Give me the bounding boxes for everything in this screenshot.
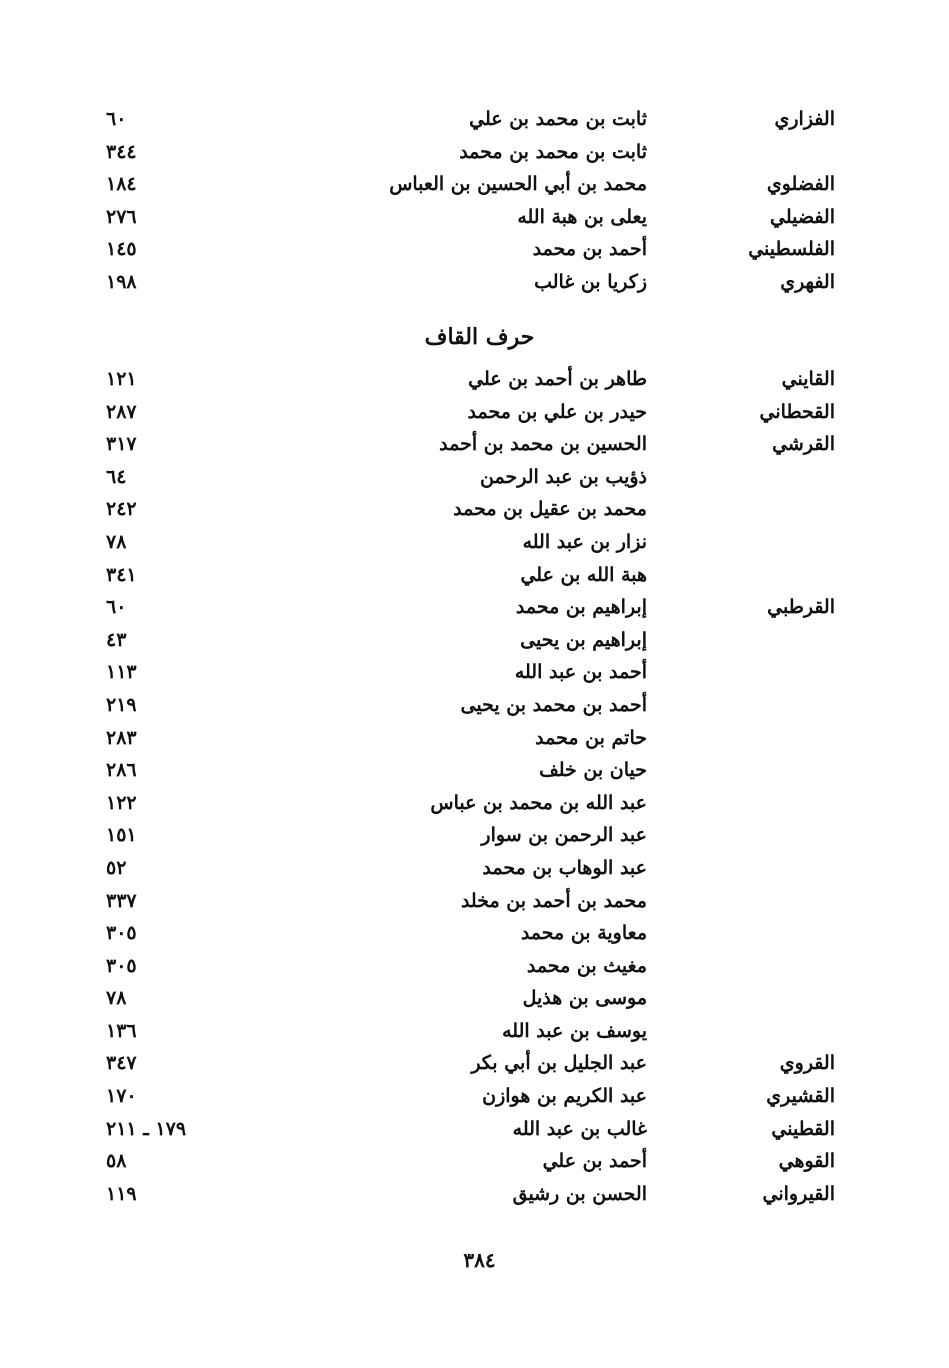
- index-section-fa: [0, 106, 949, 302]
- entry-page-number: ١٩٨: [106, 270, 137, 293]
- index-entry: [0, 139, 949, 172]
- entry-name: عبد الوهاب بن محمد: [482, 856, 647, 879]
- entry-page-number: ١٧٠: [106, 1085, 137, 1108]
- entry-name: عبد الله بن محمد بن عباس: [430, 791, 647, 814]
- index-entry: [0, 366, 949, 399]
- entry-page-number: ١٨٤: [106, 173, 137, 196]
- index-entry: [0, 204, 949, 237]
- entry-name: نزار بن عبد الله: [522, 530, 647, 553]
- entry-page-number: ١٢١: [106, 368, 137, 390]
- entry-name: غالب بن عبد الله: [512, 1117, 647, 1140]
- index-entry: [0, 920, 949, 953]
- entry-page-number: ٢٨٧: [106, 400, 137, 423]
- entry-name: ثابت بن محمد بن علي: [469, 108, 647, 130]
- entry-name: هبة الله بن علي: [520, 563, 647, 586]
- entry-nisba: الفهري: [780, 270, 835, 293]
- entry-name: ثابت بن محمد بن محمد: [459, 140, 647, 163]
- entry-name: إبراهيم بن يحيى: [520, 628, 647, 651]
- entry-name: حاتم بن محمد: [535, 726, 647, 749]
- entry-nisba: الفضيلي: [769, 205, 835, 228]
- entry-name: أحمد بن محمد بن يحيى: [460, 693, 647, 716]
- entry-name: يوسف بن عبد الله: [502, 1019, 647, 1042]
- entry-page-number: ١١٣: [106, 661, 137, 684]
- entry-nisba: القحطاني: [759, 400, 835, 423]
- index-entry: [0, 106, 949, 139]
- entry-page-number: ٣٣٧: [106, 889, 137, 912]
- entry-nisba: القرطبي: [767, 596, 835, 619]
- entry-page-number: ١٢٢: [106, 791, 137, 814]
- index-entry: [0, 1050, 949, 1083]
- entry-nisba: القرشي: [772, 433, 835, 456]
- index-entry: [0, 171, 949, 204]
- entry-page-number: ٥٢: [106, 856, 127, 879]
- index-entry: [0, 1018, 949, 1051]
- entry-name: أحمد بن عبد الله: [514, 661, 647, 684]
- entry-nisba: القروي: [779, 1052, 835, 1075]
- index-entry: [0, 855, 949, 888]
- entry-name: محمد بن أبي الحسين بن العباس: [389, 173, 647, 196]
- index-entry: [0, 1148, 949, 1181]
- index-entry: [0, 399, 949, 432]
- entry-name: الحسين بن محمد بن أحمد: [439, 433, 647, 456]
- entry-page-number: ٣٠٥: [106, 954, 137, 977]
- entry-page-number: ٦٠: [106, 108, 127, 130]
- entry-page-number: ٥٨: [106, 1150, 127, 1173]
- index-entry: [0, 725, 949, 758]
- entry-name: محمد بن عقيل بن محمد: [453, 498, 647, 521]
- entry-page-number: ١٤٥: [106, 238, 137, 261]
- entry-page-number: ١١٩: [106, 1182, 137, 1205]
- index-entry: [0, 822, 949, 855]
- entry-name: طاهر بن أحمد بن علي: [468, 368, 647, 390]
- entry-page-number: ٣٤٤: [106, 140, 137, 163]
- index-entry: [0, 757, 949, 790]
- entry-name: مغيث بن محمد: [526, 954, 647, 977]
- entry-page-number: ٢٨٣: [106, 726, 137, 749]
- entry-nisba: القطيني: [771, 1117, 835, 1140]
- entry-page-number: ٢٤٢: [106, 498, 137, 521]
- entry-page-number: ٢١٩: [106, 693, 137, 716]
- entry-page-number: ١٧٩ ـ ٢١١: [106, 1117, 187, 1140]
- section-heading: حرف القاف: [424, 324, 535, 350]
- entry-name: عبد الجليل بن أبي بكر: [471, 1052, 647, 1075]
- entry-name: أحمد بن علي: [542, 1150, 647, 1173]
- entry-nisba: الفضلوي: [766, 173, 835, 196]
- entry-name: حيدر بن علي بن محمد: [467, 400, 647, 423]
- entry-name: الحسن بن رشيق: [512, 1182, 647, 1205]
- index-entry: [0, 692, 949, 725]
- entry-name: إبراهيم بن محمد: [515, 596, 647, 619]
- index-entry: [0, 236, 949, 269]
- index-entry: [0, 269, 949, 302]
- index-entry: [0, 496, 949, 529]
- entry-name: عبد الرحمن بن سوار: [481, 824, 647, 847]
- page-number: ٣٨٤: [463, 1248, 496, 1272]
- index-entry: [0, 953, 949, 986]
- index-entry: [0, 594, 949, 627]
- index-entry: [0, 659, 949, 692]
- entry-page-number: ٣٠٥: [106, 922, 137, 945]
- entry-name: أحمد بن محمد: [532, 238, 647, 261]
- entry-page-number: ٦٠: [106, 596, 127, 619]
- index-entry: [0, 1116, 949, 1149]
- index-entry: [0, 1181, 949, 1214]
- entry-page-number: ١٣٦: [106, 1019, 137, 1042]
- index-entry: [0, 1083, 949, 1116]
- entry-page-number: ٢٨٦: [106, 759, 137, 782]
- entry-name: ذؤيب بن عبد الرحمن: [480, 465, 647, 488]
- entry-name: يعلى بن هبة الله: [517, 205, 647, 228]
- entry-page-number: ٧٨: [106, 987, 127, 1010]
- entry-name: حيان بن خلف: [539, 759, 647, 782]
- entry-nisba: القايني: [781, 368, 835, 390]
- index-section-qaf: [0, 366, 949, 1213]
- entry-nisba: الفلسطيني: [748, 238, 835, 261]
- entry-page-number: ٣٤١: [106, 563, 137, 586]
- index-entry: [0, 888, 949, 921]
- index-entry: [0, 790, 949, 823]
- entry-page-number: ٢٧٦: [106, 205, 137, 228]
- entry-name: محمد بن أحمد بن مخلد: [460, 889, 647, 912]
- entry-page-number: ٣١٧: [106, 433, 137, 456]
- entry-name: زكريا بن غالب: [534, 270, 647, 293]
- entry-name: معاوية بن محمد: [520, 922, 647, 945]
- entry-page-number: ١٥١: [106, 824, 137, 847]
- entry-page-number: ٧٨: [106, 530, 127, 553]
- index-entry: [0, 562, 949, 595]
- entry-page-number: ٣٤٧: [106, 1052, 137, 1075]
- entry-name: موسى بن هذيل: [522, 987, 647, 1010]
- entry-nisba: القيرواني: [762, 1182, 835, 1205]
- entry-nisba: القوهي: [778, 1150, 835, 1173]
- entry-page-number: ٤٣: [106, 628, 127, 651]
- index-entry: [0, 431, 949, 464]
- entry-name: عبد الكريم بن هوازن: [482, 1085, 647, 1108]
- entry-nisba: القشيري: [766, 1085, 835, 1108]
- index-entry: [0, 464, 949, 497]
- index-entry: [0, 529, 949, 562]
- entry-nisba: الفزاري: [774, 108, 835, 130]
- index-entry: [0, 627, 949, 660]
- entry-page-number: ٦٤: [106, 465, 127, 488]
- index-entry: [0, 985, 949, 1018]
